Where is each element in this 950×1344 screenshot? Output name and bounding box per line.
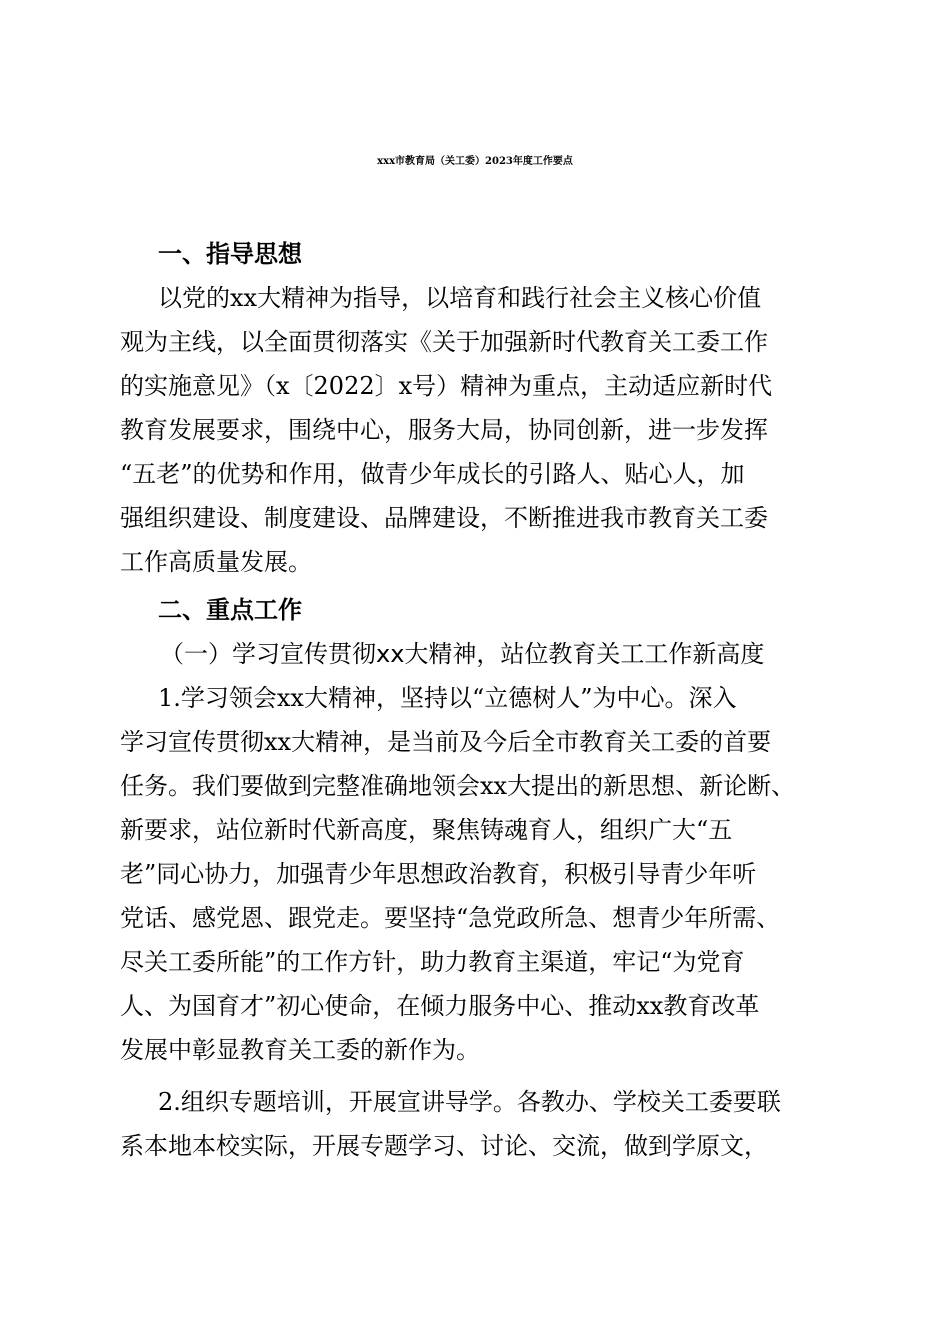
paragraph-line: 以党的xx大精神为指导，以培育和践行社会主义核心价值 (158, 284, 762, 312)
paragraph-line: 的实施意见》（x〔2022〕x号）精神为重点，主动适应新时代 (120, 372, 773, 400)
subsection-heading: （一）学习宣传贯彻xx大精神，站位教育关工工作新高度 (160, 640, 765, 668)
section-heading-guiding-ideology: 一、指导思想 (158, 240, 302, 268)
paragraph-line: 发展中彰显教育关工委的新作为。 (120, 1036, 480, 1064)
paragraph-line: 党话、感党恩、跟党走。要坚持“急党政所急、想青少年所需、 (120, 904, 781, 932)
paragraph-line: 强组织建设、制度建设、品牌建设，不断推进我市教育关工委 (120, 504, 768, 532)
paragraph-line: 任务。我们要做到完整准确地领会xx大提出的新思想、新论断、 (120, 772, 796, 800)
document-title: xxx市教育局（关工委）2023年度工作要点 (377, 156, 573, 167)
paragraph-line: 学习宣传贯彻xx大精神，是当前及今后全市教育关工委的首要 (120, 728, 772, 756)
section-heading-key-work: 二、重点工作 (158, 596, 302, 624)
paragraph-line: 系本地本校实际，开展专题学习、讨论、交流，做到学原文， (120, 1132, 768, 1160)
paragraph-line: 工作高质量发展。 (120, 548, 312, 576)
paragraph-line: 新要求，站位新时代新高度，聚焦铸魂育人，组织广大“五 (120, 816, 733, 844)
paragraph-line: 观为主线，以全面贯彻落实《关于加强新时代教育关工委工作 (120, 328, 768, 356)
paragraph-line: 教育发展要求，围绕中心，服务大局，协同创新，进一步发挥 (120, 416, 768, 444)
paragraph-line: 老”同心协力，加强青少年思想政治教育，积极引导青少年听 (120, 860, 757, 888)
paragraph-line: 1.学习领会xx大精神，坚持以“立德树人”为中心。深入 (158, 684, 737, 712)
paragraph-line: 人、为国育才”初心使命，在倾力服务中心、推动xx教育改革 (120, 992, 760, 1020)
paragraph-line: 2.组织专题培训，开展宣讲导学。各教办、学校关工委要联 (158, 1088, 781, 1116)
paragraph-line: “五老”的优势和作用，做青少年成长的引路人、贴心人，加 (120, 460, 745, 488)
paragraph-line: 尽关工委所能”的工作方针，助力教育主渠道，牢记“为党育 (120, 948, 745, 976)
